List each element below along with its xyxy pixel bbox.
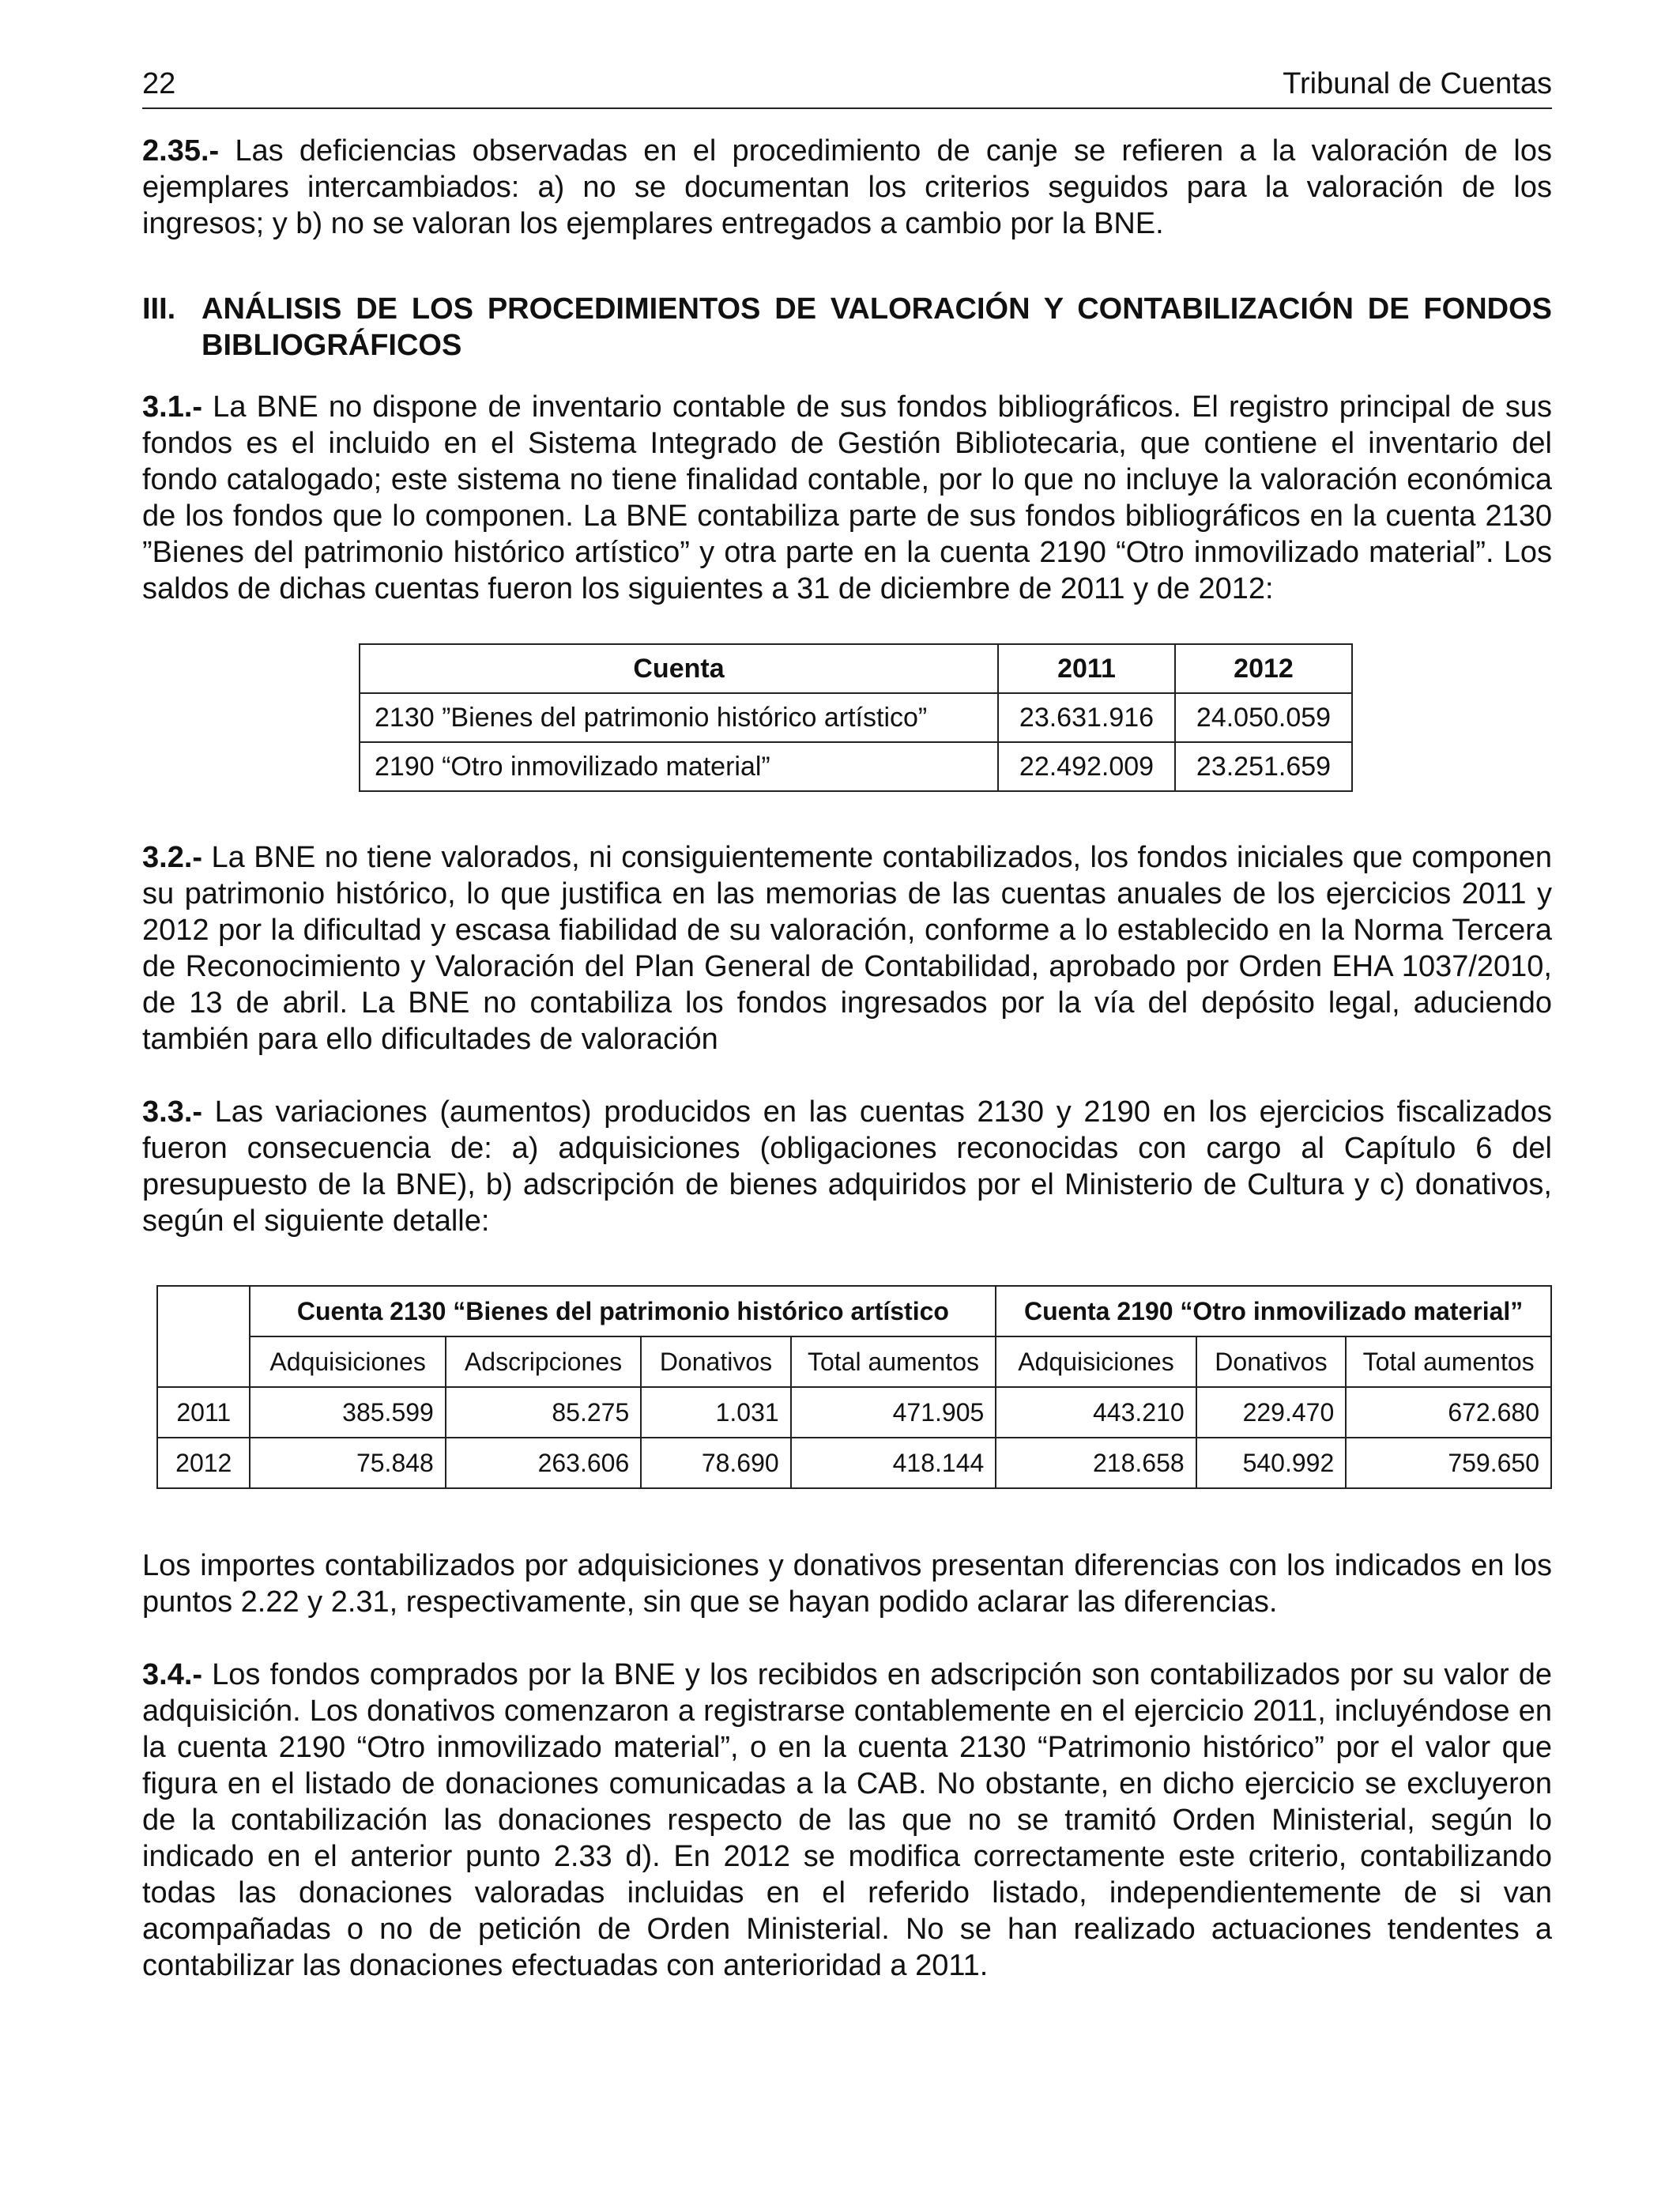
table-subheader-row — [157, 1336, 1551, 1387]
table-cell: 218.658 — [996, 1438, 1196, 1488]
table-cell: 78.690 — [641, 1438, 790, 1488]
column-header: Adscripciones — [446, 1336, 641, 1387]
paragraph-text: Los fondos comprados por la BNE y los recibidos en adscripción son contabilizados por su valor de adquisición. Los donativos comenzaron a registrarse contablemente en el ejercicio 2011, incluyéndose en la cuenta 2190 “Otro inmovilizado material”, o en la cuenta 2130 “Patrimonio histórico” por el valor que figura en el listado de donaciones comunicadas a la CAB. No obstante, en dicho ejercicio se excluyeron de la contabilización las donaciones respecto de las que no se tramitó Orden Ministerial, según lo indicado en el anterior punto 2.33 d). En 2012 se modifica correctamente este criterio, contabilizando todas las donaciones valoradas incluidas en el referido listado, independientemente de si van acompañadas o no de petición de Orden Ministerial. No se han realizado actuaciones tendentes a contabilizar las donaciones efectuadas con anterioridad a 2011. — [142, 1658, 1552, 1982]
paragraph-2-35 — [142, 133, 1552, 242]
column-header: Cuenta — [360, 644, 998, 693]
column-header: Donativos — [1196, 1336, 1347, 1387]
paragraph-number: 3.2.- — [142, 841, 203, 874]
table-cell: 75.848 — [250, 1438, 445, 1488]
paragraph-text: Las variaciones (aumentos) producidos en las cuentas 2130 y 2190 en los ejercicios fiscalizados fueron consecuencia de: a) adquisiciones (obligaciones reconocidas con cargo al Capítulo 6 del presupuesto de la BNE), b) adscripción de bienes adquiridos por el Ministerio de Cultura y c) donativos, según el siguiente detalle: — [142, 1095, 1552, 1238]
column-header: 2012 — [1175, 644, 1352, 693]
paragraph-text: La BNE no dispone de inventario contable de sus fondos bibliográficos. El registro principal de sus fondos es el incluido en el Sistema Integrado de Gestión Bibliotecaria, que contiene el inventario del fondo catalogado; este sistema no tiene finalidad contable, por lo que no incluye la valoración económica de los fondos que lo componen. La BNE contabiliza parte de sus fondos bibliográficos en la cuenta 2130 ”Bienes del patrimonio histórico artístico” y otra parte en la cuenta 2190 “Otro inmovilizado material”. Los saldos de dichas cuentas fueron los siguientes a 31 de diciembre de 2011 y de 2012: — [142, 390, 1552, 605]
table-cell: 540.992 — [1196, 1438, 1347, 1488]
table-cell: 85.275 — [446, 1387, 641, 1438]
group-header-cuenta-2190: Cuenta 2190 “Otro inmovilizado material” — [996, 1286, 1551, 1336]
table-cell: 759.650 — [1346, 1438, 1551, 1488]
paragraph-3-2 — [142, 839, 1552, 1057]
table-row — [157, 1438, 1551, 1488]
year-cell: 2011 — [157, 1387, 250, 1438]
paragraph-number: 2.35.- — [142, 134, 220, 168]
balances-table — [359, 643, 1353, 792]
table-cell: 2190 “Otro inmovilizado material” — [360, 742, 998, 791]
paragraph-number: 3.1.- — [142, 390, 203, 424]
section-heading — [142, 291, 1552, 364]
document-page — [142, 66, 1552, 1984]
year-cell: 2012 — [157, 1438, 250, 1488]
table-row — [360, 742, 1352, 791]
paragraph-3-1 — [142, 389, 1552, 607]
table-cell: 672.680 — [1346, 1387, 1551, 1438]
table-row — [360, 693, 1352, 742]
table-cell: 229.470 — [1196, 1387, 1347, 1438]
publisher-name: Tribunal de Cuentas — [1283, 67, 1552, 100]
column-header: Adquisiciones — [250, 1336, 445, 1387]
group-header-cuenta-2130: Cuenta 2130 “Bienes del patrimonio histórico artístico — [250, 1286, 996, 1336]
table-cell: 1.031 — [641, 1387, 790, 1438]
column-header: Donativos — [641, 1336, 790, 1387]
table-cell: 2130 ”Bienes del patrimonio histórico artístico” — [360, 693, 998, 742]
paragraph-importes — [142, 1547, 1552, 1620]
empty-corner-cell — [157, 1286, 250, 1387]
paragraph-text: Las deficiencias observadas en el procedimiento de canje se refieren a la valoración de los ejemplares intercambiados: a) no se documentan los criterios seguidos para la valoración de los ingresos; y b) no se valoran los ejemplares entregados a cambio por la BNE. — [142, 134, 1552, 240]
paragraph-3-4 — [142, 1657, 1552, 1984]
table-group-header-row — [157, 1286, 1551, 1336]
table-cell: 443.210 — [996, 1387, 1196, 1438]
column-header: Total aumentos — [791, 1336, 996, 1387]
table-cell: 24.050.059 — [1175, 693, 1352, 742]
table-header-row — [360, 644, 1352, 693]
table-cell: 471.905 — [791, 1387, 996, 1438]
increases-table — [156, 1285, 1552, 1489]
paragraph-text: La BNE no tiene valorados, ni consiguientemente contabilizados, los fondos iniciales que componen su patrimonio histórico, lo que justifica en las memorias de las cuentas anuales de los ejercicios 2011 y 2012 por la dificultad y escasa fiabilidad de su valoración, conforme a lo establecido en la Norma Tercera de Reconocimiento y Valoración del Plan General de Contabilidad, aprobado por Orden EHA 1037/2010, de 13 de abril. La BNE no contabiliza los fondos ingresados por la vía del depósito legal, aduciendo también para ello dificultades de valoración — [142, 841, 1552, 1056]
table-row — [157, 1387, 1551, 1438]
paragraph-number: 3.3.- — [142, 1095, 203, 1129]
table-cell: 263.606 — [446, 1438, 641, 1488]
paragraph-text: Los importes contabilizados por adquisiciones y donativos presentan diferencias con los indicados en los puntos 2.22 y 2.31, respectivamente, sin que se hayan podido aclarar las diferencias. — [142, 1549, 1552, 1619]
paragraph-3-3 — [142, 1094, 1552, 1239]
column-header: Total aumentos — [1346, 1336, 1551, 1387]
table-cell: 418.144 — [791, 1438, 996, 1488]
table-cell: 23.251.659 — [1175, 742, 1352, 791]
page-header — [142, 66, 1552, 109]
column-header: 2011 — [998, 644, 1175, 693]
page-number: 22 — [142, 67, 176, 100]
table-cell: 22.492.009 — [998, 742, 1175, 791]
table-cell: 385.599 — [250, 1387, 445, 1438]
paragraph-number: 3.4.- — [142, 1658, 203, 1691]
section-title: ANÁLISIS DE LOS PROCEDIMIENTOS DE VALORACIÓN Y CONTABILIZACIÓN DE FONDOS BIBLIOGRÁFICOS — [202, 292, 1552, 362]
column-header: Adquisiciones — [996, 1336, 1196, 1387]
section-numeral: III. — [142, 292, 176, 326]
table-cell: 23.631.916 — [998, 693, 1175, 742]
